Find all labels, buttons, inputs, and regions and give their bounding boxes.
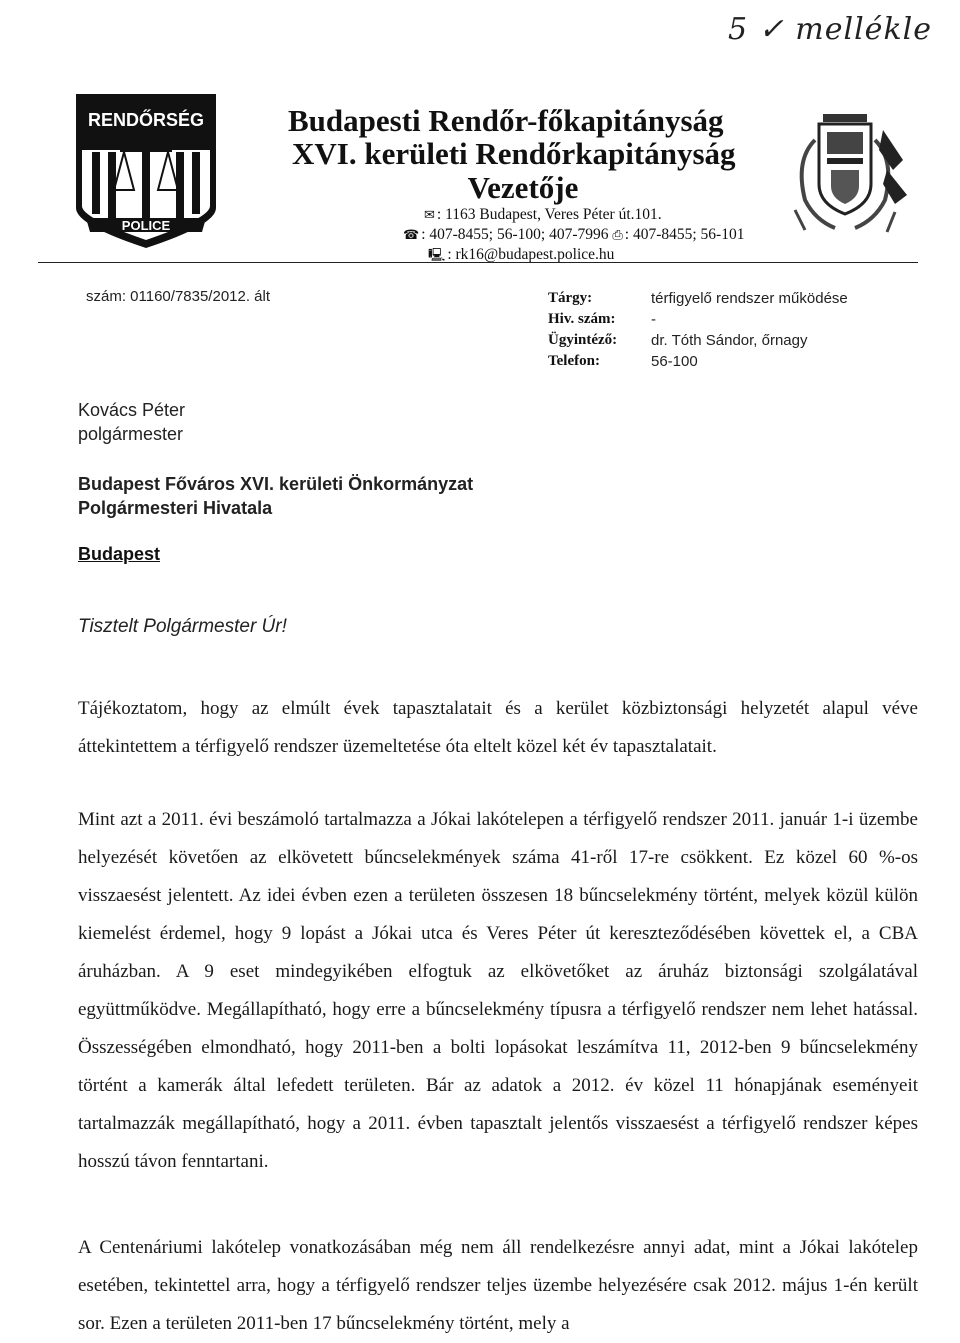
body-paragraph-3: A Centenáriumi lakótelep vonatkozásában még nem áll rendelkezésre annyi adat, mint a Jókai lakótelep esetében, tekintettel arra, hogy a térfigyelő rendszer teljes üzembe helyezésére csak 2012. május 1-én került sor. Ezen a területen 2011-ben 17 bűncselekmény történt, mely a: [78, 1237, 918, 1334]
organization-header: [288, 104, 758, 205]
fax-icon: ⎙: [612, 228, 623, 243]
phone-icon: ☎: [403, 228, 420, 243]
metadata-block: [548, 288, 848, 372]
header-divider: [38, 262, 918, 263]
contact-email: 🖳 : rk16@budapest.police.hu: [428, 246, 615, 263]
organization-district: XVI. kerületi Rendőrkapitányság: [292, 136, 736, 171]
district-crest-emblem: [775, 100, 915, 250]
recipient-city: Budapest: [78, 544, 161, 564]
police-badge-logo: [72, 90, 220, 250]
envelope-icon: ✉: [424, 208, 435, 223]
recipient-title: polgármester: [78, 424, 184, 444]
meta-row-phone: Telefon: 56-100: [548, 353, 698, 370]
contact-address: ✉ : 1163 Budapest, Veres Péter út.101.: [424, 206, 662, 223]
meta-row-subject: Tárgy: térfigyelő rendszer működése: [548, 290, 848, 307]
handwritten-note: 5 ✓ mellékle: [728, 12, 932, 47]
logo-bottom-text: POLICE: [121, 218, 171, 233]
contact-block: [403, 205, 745, 265]
computer-icon: 🖳: [428, 248, 446, 263]
logo-top-text: RENDŐRSÉG: [87, 110, 205, 130]
meta-row-reference: Hiv. szám: -: [548, 311, 656, 328]
contact-phone: ☎ : 407-8455; 56-100; 407-7996 ⎙ : 407-8455; 56-101: [403, 226, 745, 243]
body-paragraph-2: Mint azt a 2011. évi beszámoló tartalmazza a Jókai lakótelepen a térfigyelő rendszer 2011. január 1-i üzembe helyezését követően az elkövetett bűncselekmények száma 41-ről 17-re csökkent. Ez közel 60 %-os visszaesést jelentett. Az idei évben ezen a területen összesen 18 bűncselekmény történt, melyek közül külön kiemelést érdemel, hogy 9 lopást a Jókai utca és Veres Péter út kereszteződésében követtek el, a CBA áruházban. A 9 eset mindegyikében elfogtuk az elkövetőket az áruház biztonsági szolgálatával együttműködve. Megállapítható, hogy erre a bűncselekmény típusra a térfigyelő rendszer nem lehet hatással. Összességében elmondható, hogy 2011-ben a bolti lopásokat leszámítva 11, 2012-ben 9 bűncselekmény történt a kamerák által lefedett területen. Bár az adatok a 2012. év közel 11 hónapjának eseményeit tartalmazzák megállapítható, hogy a 2011. évben tapasztalt jelentős visszaesést a térfigyelő rendszer képes hosszú távon fenntartani.: [78, 809, 918, 1172]
salutation: Tisztelt Polgármester Úr!: [78, 616, 287, 637]
recipient-block: [78, 398, 185, 446]
organization-head: Vezetője: [467, 170, 579, 205]
reference-number: szám: 01160/7835/2012. ált: [86, 288, 271, 305]
recipient-office-line2: Polgármesteri Hivatala: [78, 498, 273, 518]
meta-row-case-officer: Ügyintéző: dr. Tóth Sándor, őrnagy: [548, 332, 808, 349]
recipient-office: [78, 472, 473, 520]
body-paragraph-1: Tájékoztatom, hogy az elmúlt évek tapasztalatait és a kerület közbiztonsági helyzetét alapul véve áttekintettem a térfigyelő rendszer üzemeltetése óta eltelt közel két év tapasztalatait.: [78, 698, 918, 757]
recipient-office-line1: Budapest Főváros XVI. kerületi Önkormányzat: [78, 474, 474, 494]
recipient-name: Kovács Péter: [78, 400, 186, 420]
organization-name: Budapesti Rendőr-főkapitányság: [288, 103, 724, 138]
